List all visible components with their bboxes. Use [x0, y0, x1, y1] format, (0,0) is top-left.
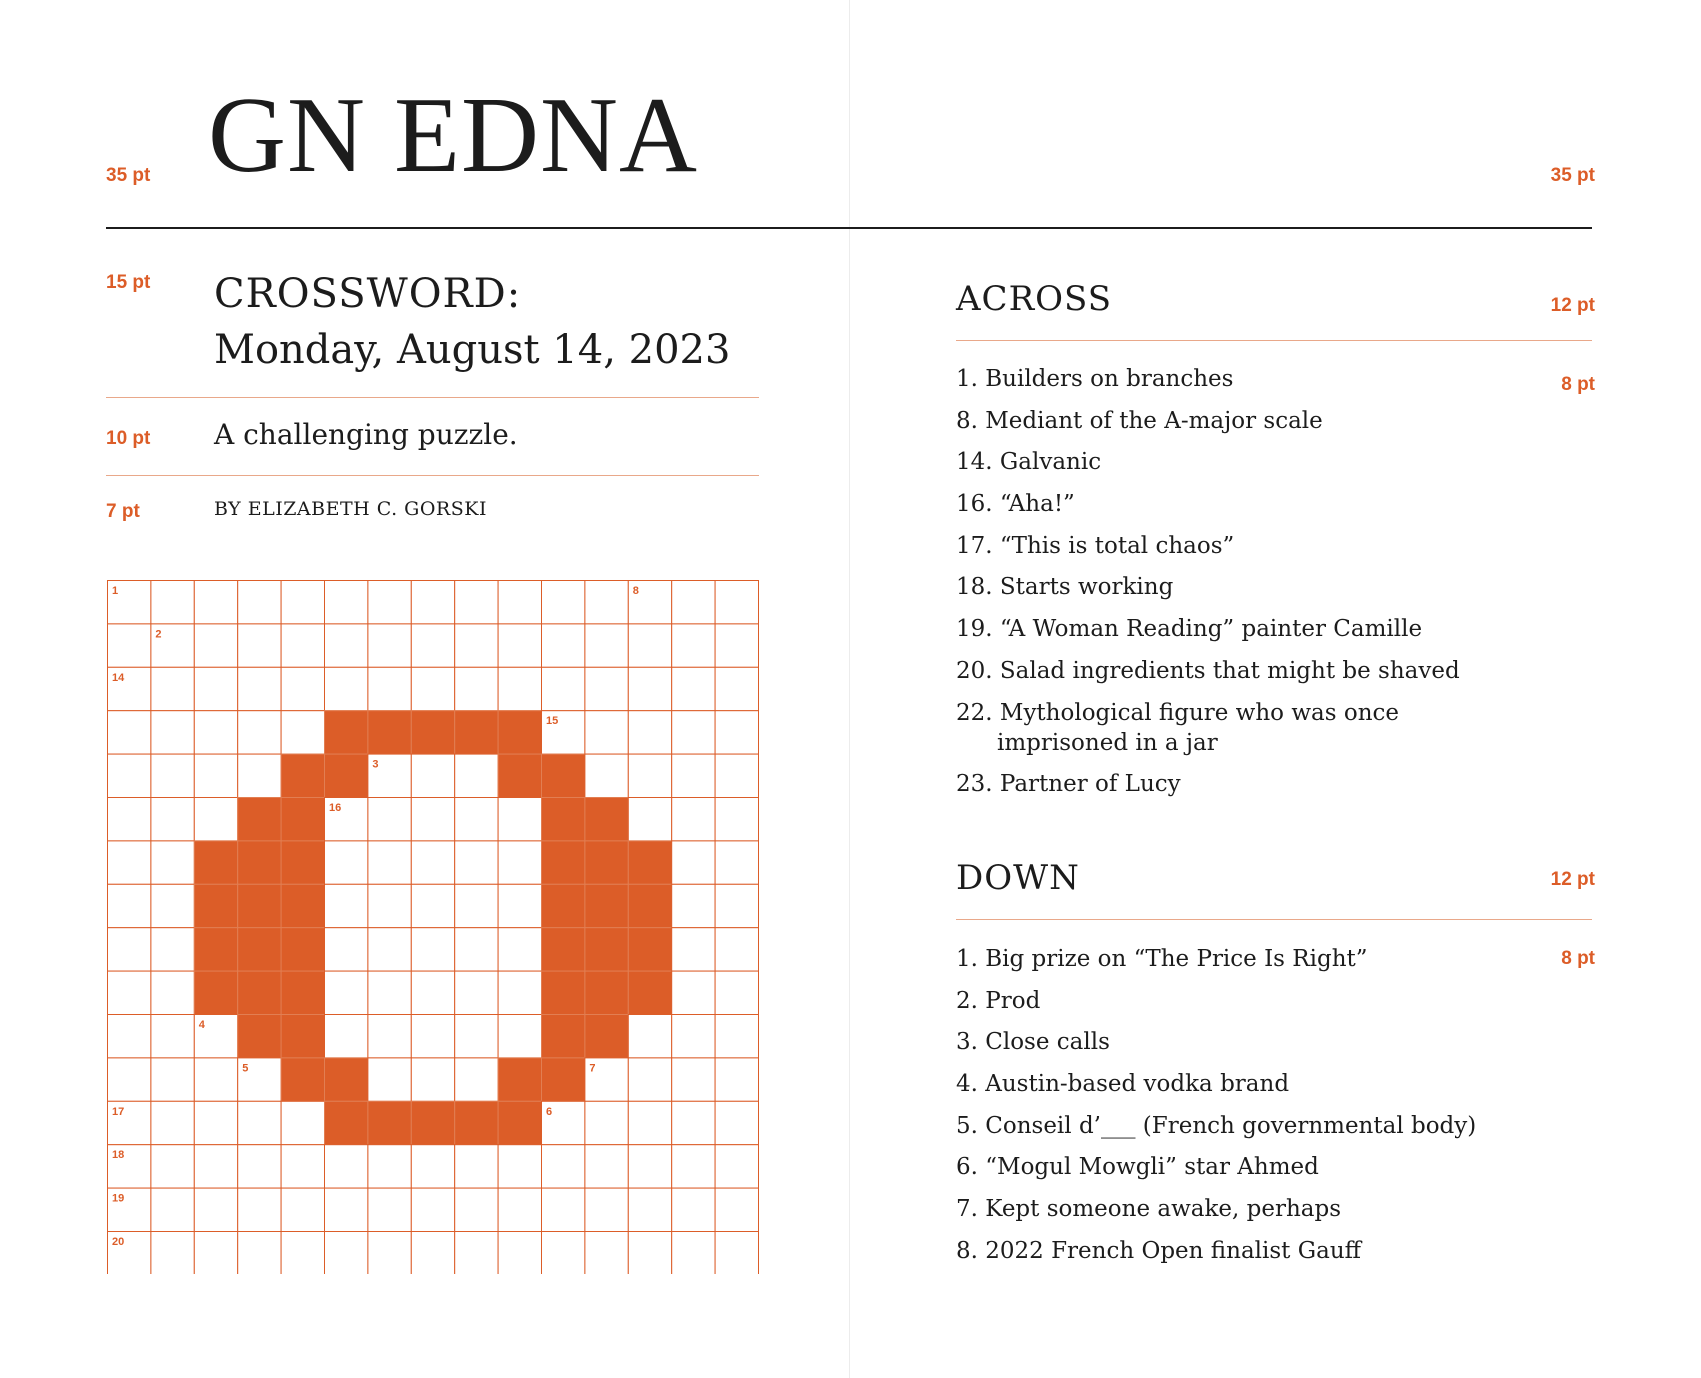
grid-cell[interactable]	[542, 1188, 585, 1231]
grid-cell[interactable]	[325, 1232, 368, 1275]
grid-cell[interactable]	[672, 581, 715, 624]
across-divider	[956, 340, 1592, 341]
grid-cell[interactable]	[411, 1188, 454, 1231]
grid-cell[interactable]	[281, 1188, 324, 1231]
grid-cell[interactable]	[194, 1058, 237, 1101]
grid-cell[interactable]	[238, 1232, 281, 1275]
across-clue[interactable]: 16. “Aha!”	[956, 491, 1075, 518]
grid-cell[interactable]	[542, 1145, 585, 1188]
grid-cell-shaded	[238, 841, 281, 884]
grid-cell[interactable]	[281, 1101, 324, 1144]
grid-cell-shaded	[281, 1058, 324, 1101]
down-clue[interactable]: 6. “Mogul Mowgli” star Ahmed	[956, 1154, 1319, 1181]
across-clue[interactable]: 19. “A Woman Reading” painter Camille	[956, 616, 1423, 643]
grid-cell[interactable]	[455, 1188, 498, 1231]
grid-clue-number: 1	[112, 585, 119, 597]
grid-cell[interactable]	[325, 667, 368, 710]
grid-cell[interactable]	[281, 1232, 324, 1275]
grid-cell[interactable]	[672, 711, 715, 754]
grid-clue-number: 2	[155, 628, 162, 641]
grid-cell[interactable]	[715, 667, 758, 710]
grid-cell[interactable]	[325, 928, 368, 971]
grid-cell[interactable]	[542, 667, 585, 710]
grid-cell[interactable]	[585, 667, 628, 710]
grid-cell[interactable]	[672, 667, 715, 710]
grid-cell[interactable]	[672, 1145, 715, 1188]
grid-cell-shaded	[281, 1015, 324, 1058]
grid-cell[interactable]	[151, 1015, 194, 1058]
grid-cell[interactable]	[411, 1232, 454, 1275]
grid-cell-shaded	[194, 841, 237, 884]
grid-cell[interactable]	[281, 624, 324, 667]
grid-cell[interactable]	[628, 754, 671, 797]
grid-cell[interactable]	[108, 754, 151, 797]
across-clue-list	[956, 364, 1460, 811]
across-clue[interactable]: 1. Builders on branches	[956, 366, 1234, 392]
grid-cell[interactable]	[194, 798, 237, 841]
grid-cell[interactable]	[498, 884, 541, 927]
grid-cell[interactable]	[672, 841, 715, 884]
title-size-label-right: 35 pt	[1550, 165, 1595, 186]
grid-cell[interactable]	[194, 581, 237, 624]
grid-cell[interactable]	[238, 581, 281, 624]
grid-cell-shaded	[498, 1101, 541, 1144]
grid-cell[interactable]	[498, 928, 541, 971]
grid-cell[interactable]	[455, 1058, 498, 1101]
grid-cell-shaded	[194, 928, 237, 971]
byline-size-label: 7 pt	[106, 501, 140, 522]
grid-cell[interactable]	[585, 1188, 628, 1231]
grid-clue-number: 6	[546, 1105, 553, 1118]
grid-cell[interactable]	[411, 971, 454, 1014]
grid-cell-shaded	[325, 1101, 368, 1144]
grid-cell[interactable]	[672, 971, 715, 1014]
grid-cell-shaded	[628, 841, 671, 884]
across-clue[interactable]: 17. “This is total chaos”	[956, 532, 1235, 559]
grid-cell[interactable]	[151, 754, 194, 797]
puzzle-subtitle: A challenging puzzle.	[214, 418, 518, 451]
crossword-date: Monday, August 14, 2023	[214, 327, 731, 373]
grid-cell[interactable]	[585, 624, 628, 667]
crossword-heading	[214, 266, 730, 378]
grid-cell-shaded	[585, 841, 628, 884]
grid-cell[interactable]	[108, 841, 151, 884]
grid-cell-shaded	[542, 1015, 585, 1058]
grid-cell-shaded	[585, 884, 628, 927]
grid-cell[interactable]	[194, 667, 237, 710]
grid-cell-shaded	[238, 798, 281, 841]
grid-cell[interactable]	[455, 841, 498, 884]
grid-cell[interactable]	[715, 1145, 758, 1188]
grid-cell-shaded	[585, 798, 628, 841]
grid-cell-shaded	[585, 928, 628, 971]
down-clue[interactable]: 1. Big prize on “The Price Is Right”	[956, 946, 1368, 972]
grid-cell[interactable]	[628, 1145, 671, 1188]
grid-cell[interactable]	[455, 798, 498, 841]
grid-cell[interactable]	[281, 711, 324, 754]
grid-cell[interactable]	[151, 711, 194, 754]
grid-cell[interactable]	[368, 624, 411, 667]
grid-cell[interactable]	[411, 624, 454, 667]
grid-cell[interactable]	[368, 1058, 411, 1101]
grid-cell[interactable]	[194, 754, 237, 797]
grid-cell-shaded	[542, 928, 585, 971]
down-clue[interactable]: 2. Prod	[956, 987, 1041, 1014]
grid-cell-shaded	[368, 711, 411, 754]
down-heading: DOWN	[956, 858, 1080, 898]
grid-cell[interactable]	[498, 971, 541, 1014]
grid-cell[interactable]	[672, 1058, 715, 1101]
grid-cell[interactable]	[151, 928, 194, 971]
grid-cell[interactable]	[238, 1188, 281, 1231]
byline: BY ELIZABETH C. GORSKI	[214, 498, 487, 520]
grid-cell[interactable]	[411, 754, 454, 797]
grid-cell[interactable]	[585, 711, 628, 754]
grid-cell[interactable]	[672, 754, 715, 797]
grid-cell[interactable]	[411, 1145, 454, 1188]
grid-cell[interactable]	[455, 971, 498, 1014]
grid-cell[interactable]	[325, 1015, 368, 1058]
grid-cell[interactable]	[628, 1015, 671, 1058]
grid-cell[interactable]	[368, 581, 411, 624]
grid-cell-shaded	[281, 798, 324, 841]
grid-cell[interactable]	[325, 884, 368, 927]
grid-cell-shaded	[411, 1101, 454, 1144]
grid-cell[interactable]	[498, 1015, 541, 1058]
grid-cell[interactable]	[455, 928, 498, 971]
grid-cell[interactable]	[194, 711, 237, 754]
grid-cell-shaded	[542, 971, 585, 1014]
crossword-grid[interactable]	[107, 580, 759, 1274]
grid-cell[interactable]	[368, 667, 411, 710]
grid-cell-shaded	[238, 928, 281, 971]
grid-cell-shaded	[542, 1058, 585, 1101]
grid-cell[interactable]	[368, 884, 411, 927]
grid-cell[interactable]	[542, 581, 585, 624]
grid-cell[interactable]	[628, 798, 671, 841]
grid-clue-number: 15	[546, 715, 559, 728]
grid-cell[interactable]	[108, 1058, 151, 1101]
grid-cell[interactable]	[108, 711, 151, 754]
grid-cell[interactable]	[368, 798, 411, 841]
grid-cell[interactable]	[151, 1101, 194, 1144]
grid-cell[interactable]	[108, 1015, 151, 1058]
grid-cell[interactable]	[498, 1232, 541, 1275]
grid-cell-shaded	[194, 884, 237, 927]
page-title: GN EDNA	[208, 76, 698, 195]
grid-cell[interactable]	[715, 1188, 758, 1231]
grid-clue-number: 18	[112, 1149, 125, 1162]
down-clue[interactable]: 4. Austin-based vodka brand	[956, 1071, 1290, 1098]
grid-cell[interactable]	[194, 1101, 237, 1144]
grid-cell-shaded	[585, 1015, 628, 1058]
grid-clue-number: 3	[372, 758, 379, 771]
grid-cell[interactable]	[238, 667, 281, 710]
grid-cell[interactable]	[585, 1232, 628, 1275]
grid-cell[interactable]	[368, 1015, 411, 1058]
grid-cell-shaded	[411, 711, 454, 754]
grid-cell-shaded	[542, 754, 585, 797]
grid-cell[interactable]	[585, 581, 628, 624]
grid-cell[interactable]	[108, 928, 151, 971]
grid-cell[interactable]	[411, 928, 454, 971]
grid-cell[interactable]	[368, 1145, 411, 1188]
grid-cell[interactable]	[498, 841, 541, 884]
grid-cell[interactable]	[628, 711, 671, 754]
grid-cell[interactable]	[715, 1058, 758, 1101]
grid-cell[interactable]	[411, 798, 454, 841]
down-divider	[956, 919, 1592, 920]
grid-cell[interactable]	[325, 971, 368, 1014]
across-clue[interactable]: 18. Starts working	[956, 574, 1174, 601]
grid-cell-shaded	[325, 711, 368, 754]
grid-cell[interactable]	[715, 754, 758, 797]
grid-cell[interactable]	[628, 667, 671, 710]
grid-cell[interactable]	[672, 928, 715, 971]
grid-cell[interactable]	[151, 841, 194, 884]
grid-cell[interactable]	[715, 624, 758, 667]
grid-cell-shaded	[542, 884, 585, 927]
grid-cell-shaded	[498, 754, 541, 797]
grid-cell[interactable]	[498, 798, 541, 841]
grid-cell[interactable]	[672, 1232, 715, 1275]
grid-cell[interactable]	[151, 884, 194, 927]
grid-cell[interactable]	[672, 1188, 715, 1231]
down-clue[interactable]: 3. Close calls	[956, 1029, 1110, 1056]
across-clue[interactable]: 8. Mediant of the A-major scale	[956, 407, 1323, 434]
grid-cell[interactable]	[281, 581, 324, 624]
grid-cell[interactable]	[151, 1188, 194, 1231]
grid-clue-number: 16	[329, 802, 342, 814]
grid-cell[interactable]	[715, 581, 758, 624]
grid-cell[interactable]	[498, 1188, 541, 1231]
grid-cell[interactable]	[715, 798, 758, 841]
grid-cell[interactable]	[108, 624, 151, 667]
grid-cell[interactable]	[368, 841, 411, 884]
grid-cell-shaded	[281, 754, 324, 797]
grid-cell[interactable]	[411, 841, 454, 884]
grid-cell[interactable]	[455, 624, 498, 667]
across-size-label: 12 pt	[1550, 295, 1595, 316]
across-clue-22-line2: imprisoned in a jar	[997, 729, 1218, 756]
grid-cell[interactable]	[715, 928, 758, 971]
grid-cell[interactable]	[455, 581, 498, 624]
grid-cell[interactable]	[238, 1101, 281, 1144]
grid-cell-shaded	[281, 884, 324, 927]
across-heading: ACROSS	[956, 279, 1113, 319]
grid-clue-number: 20	[112, 1236, 125, 1248]
grid-cell[interactable]	[368, 971, 411, 1014]
grid-cell[interactable]	[455, 667, 498, 710]
grid-cell[interactable]	[108, 798, 151, 841]
grid-cell-shaded	[542, 798, 585, 841]
down-clue[interactable]: 7. Kept someone awake, perhaps	[956, 1196, 1342, 1223]
grid-cell[interactable]	[542, 1232, 585, 1275]
grid-cell[interactable]	[238, 1145, 281, 1188]
grid-cell-shaded	[498, 1058, 541, 1101]
grid-cell[interactable]	[498, 581, 541, 624]
grid-cell[interactable]	[368, 928, 411, 971]
grid-cell[interactable]	[672, 884, 715, 927]
grid-cell[interactable]	[672, 798, 715, 841]
grid-cell[interactable]	[151, 581, 194, 624]
grid-cell[interactable]	[151, 1145, 194, 1188]
grid-cell-shaded	[498, 711, 541, 754]
grid-cell[interactable]	[151, 1232, 194, 1275]
grid-cell-shaded	[238, 1015, 281, 1058]
grid-cell[interactable]	[455, 754, 498, 797]
subtitle-size-label: 10 pt	[106, 428, 151, 449]
grid-cell[interactable]	[151, 971, 194, 1014]
grid-cell[interactable]	[498, 624, 541, 667]
grid-cell-shaded	[325, 1058, 368, 1101]
grid-cell[interactable]	[585, 1145, 628, 1188]
grid-cell-shaded	[238, 971, 281, 1014]
grid-cell[interactable]	[498, 1145, 541, 1188]
down-clue[interactable]: 8. 2022 French Open finalist Gauff	[956, 1237, 1361, 1264]
grid-cell[interactable]	[715, 841, 758, 884]
grid-cell-shaded	[455, 1101, 498, 1144]
grid-cell[interactable]	[455, 1145, 498, 1188]
grid-cell-shaded	[628, 928, 671, 971]
title-size-label: 35 pt	[106, 165, 151, 186]
grid-cell[interactable]	[628, 1188, 671, 1231]
grid-cell[interactable]	[672, 624, 715, 667]
heading-size-label: 15 pt	[106, 272, 151, 293]
grid-cell-shaded	[238, 884, 281, 927]
grid-cell[interactable]	[455, 1015, 498, 1058]
grid-clue-number: 4	[198, 1019, 205, 1031]
grid-cell[interactable]	[672, 1101, 715, 1144]
grid-cell[interactable]	[715, 1232, 758, 1275]
across-clue[interactable]: 20. Salad ingredients that might be shaved	[956, 657, 1460, 684]
grid-cell[interactable]	[411, 581, 454, 624]
down-clue-size-label: 8 pt	[1561, 948, 1595, 969]
grid-cell[interactable]	[238, 754, 281, 797]
grid-cell[interactable]	[672, 1015, 715, 1058]
grid-cell-shaded	[585, 971, 628, 1014]
grid-cell[interactable]	[281, 667, 324, 710]
across-clue[interactable]: 14. Galvanic	[956, 449, 1102, 476]
grid-cell[interactable]	[715, 711, 758, 754]
across-clue-22[interactable]	[956, 698, 1460, 758]
down-clue[interactable]: 5. Conseil d’___ (French governmental body)	[956, 1112, 1477, 1139]
grid-clue-number: 17	[112, 1105, 125, 1118]
grid-cell[interactable]	[628, 624, 671, 667]
grid-cell[interactable]	[325, 581, 368, 624]
grid-cell-shaded	[194, 971, 237, 1014]
grid-cell[interactable]	[542, 624, 585, 667]
grid-cell[interactable]	[628, 1232, 671, 1275]
grid-cell-shaded	[542, 841, 585, 884]
grid-cell[interactable]	[368, 1232, 411, 1275]
down-clue-list	[956, 944, 1476, 1278]
across-clue[interactable]: 23. Partner of Lucy	[956, 771, 1181, 798]
down-size-label: 12 pt	[1550, 869, 1595, 890]
grid-cell-shaded	[628, 884, 671, 927]
heading-divider	[106, 397, 759, 398]
subtitle-divider	[106, 475, 759, 476]
grid-cell[interactable]	[411, 1015, 454, 1058]
grid-cell[interactable]	[455, 884, 498, 927]
across-clue-22-line1: 22. Mythological figure who was once	[956, 699, 1399, 726]
grid-cell[interactable]	[151, 798, 194, 841]
grid-cell[interactable]	[194, 1232, 237, 1275]
grid-cell[interactable]	[411, 1058, 454, 1101]
grid-cell[interactable]	[238, 711, 281, 754]
grid-cell-shaded	[628, 971, 671, 1014]
grid-cell[interactable]	[411, 667, 454, 710]
grid-cell[interactable]	[715, 884, 758, 927]
grid-cell[interactable]	[281, 1145, 324, 1188]
page-spine	[849, 0, 850, 1378]
grid-cell[interactable]	[108, 971, 151, 1014]
grid-cell[interactable]	[194, 624, 237, 667]
grid-cell-shaded	[325, 754, 368, 797]
grid-cell[interactable]	[151, 667, 194, 710]
grid-cell[interactable]	[194, 1188, 237, 1231]
grid-cell[interactable]	[628, 1101, 671, 1144]
grid-cell[interactable]	[368, 1188, 411, 1231]
grid-cell[interactable]	[585, 1101, 628, 1144]
grid-clue-number: 7	[589, 1062, 596, 1075]
grid-clue-number: 8	[632, 585, 639, 597]
grid-cell[interactable]	[455, 1232, 498, 1275]
grid-cell-shaded	[281, 971, 324, 1014]
grid-cell[interactable]	[325, 1145, 368, 1188]
across-clue-size-label: 8 pt	[1561, 374, 1595, 395]
grid-clue-number: 14	[112, 671, 125, 684]
grid-clue-number: 5	[242, 1062, 249, 1075]
grid-cell-shaded	[455, 711, 498, 754]
grid-clue-number: 19	[112, 1192, 125, 1205]
grid-cell[interactable]	[498, 667, 541, 710]
grid-cell[interactable]	[151, 1058, 194, 1101]
header-rule	[106, 227, 1592, 229]
grid-cell[interactable]	[715, 971, 758, 1014]
crossword-heading-line1: CROSSWORD:	[214, 271, 522, 317]
grid-cell[interactable]	[325, 1188, 368, 1231]
grid-cell[interactable]	[585, 754, 628, 797]
grid-cell[interactable]	[411, 884, 454, 927]
grid-cell[interactable]	[715, 1015, 758, 1058]
grid-cell-shaded	[281, 928, 324, 971]
grid-cell[interactable]	[628, 1058, 671, 1101]
grid-cell[interactable]	[715, 1101, 758, 1144]
grid-cell[interactable]	[325, 841, 368, 884]
grid-cell[interactable]	[325, 624, 368, 667]
grid-cell[interactable]	[238, 624, 281, 667]
grid-cell[interactable]	[194, 1145, 237, 1188]
grid-cell-shaded	[281, 841, 324, 884]
grid-cell-shaded	[368, 1101, 411, 1144]
grid-cell[interactable]	[108, 884, 151, 927]
